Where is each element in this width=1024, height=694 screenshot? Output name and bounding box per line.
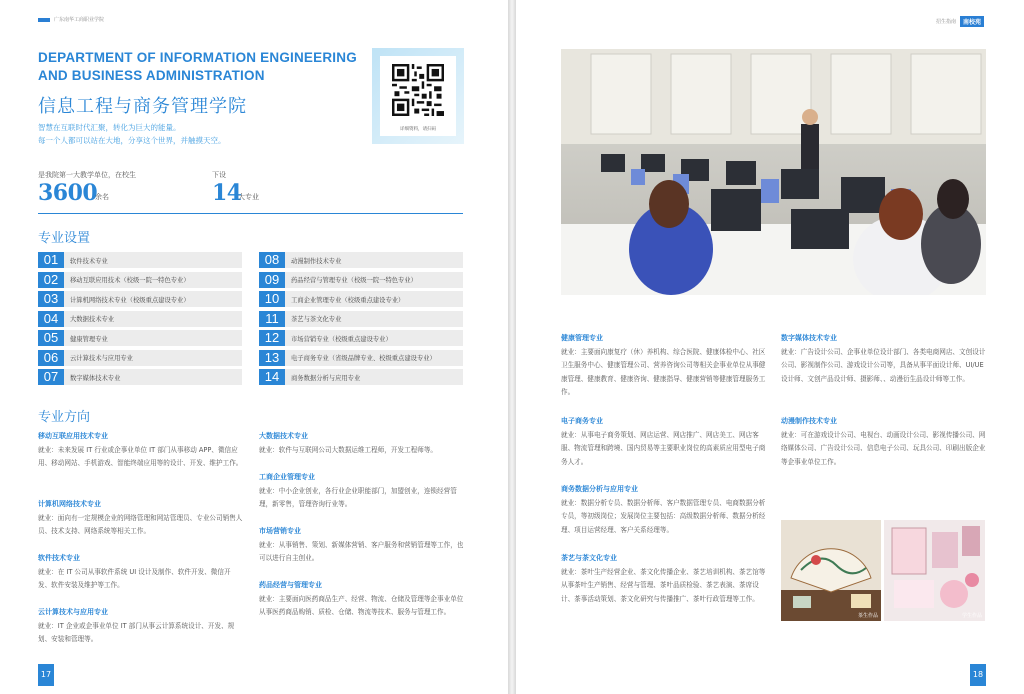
direction-block bbox=[259, 526, 464, 566]
major-number: 08 bbox=[259, 252, 285, 268]
slogan-line: 每一个人都可以站在大地，分享这个世界，并触摸天空。 bbox=[38, 136, 226, 145]
direction-desc: 就业：广告设计公司、企事业单位设计部门、各类电商网店、文创设计公司、影视制作公司、游戏设计公司等，具备从事平面设计师、UI/UE 设计师、文创产品设计师、摄影师、、动漫衍生品设计师等工作。 bbox=[781, 348, 986, 383]
direction-title: 茶艺与茶文化专业 bbox=[561, 554, 617, 562]
direction-block bbox=[561, 484, 766, 537]
major-item bbox=[259, 272, 463, 288]
tea-art-photo bbox=[781, 520, 881, 621]
school-logo: 南校苑 bbox=[960, 16, 984, 27]
major-name: 移动互联应用技术（校级一院一特色专业） bbox=[70, 277, 190, 284]
direction-desc: 就业：茶叶生产经营企业、茶文化传播企业、茶艺培训机构、茶艺馆等从事茶叶生产销售、经营与管理、茶叶品质检验、茶艺表演、茶席设计、茶事活动策划、茶文化研究与传播推广、茶叶行政管理等工作。 bbox=[561, 568, 766, 603]
direction-block bbox=[259, 580, 464, 620]
direction-title: 电子商务专业 bbox=[561, 417, 603, 425]
major-number: 14 bbox=[259, 369, 285, 385]
major-name: 软件技术专业 bbox=[70, 257, 108, 265]
direction-block bbox=[259, 431, 464, 457]
major-name: 工商企业管理专业（校级重点建设专业） bbox=[291, 296, 405, 304]
direction-title: 市场营销专业 bbox=[259, 527, 301, 535]
title-english: DEPARTMENT OF INFORMATION ENGINEERING AND BUSINESS ADMINISTRATION bbox=[38, 50, 357, 83]
stat-label: 是我院第一大教学单位，在校生 bbox=[38, 171, 136, 179]
student-work-photo bbox=[884, 520, 985, 621]
direction-title: 软件技术专业 bbox=[38, 554, 80, 562]
stat-number: 14 bbox=[212, 180, 242, 206]
qr-code-icon[interactable] bbox=[392, 64, 444, 116]
major-number: 12 bbox=[259, 330, 285, 346]
major-number: 09 bbox=[259, 272, 285, 288]
major-name: 药品经营与管理专业（校级一院一特色专业） bbox=[291, 277, 417, 284]
school-name: 广东南华工商职业学院 bbox=[54, 17, 105, 23]
major-name: 市场营销专业（校级重点建设专业） bbox=[291, 335, 392, 343]
direction-title: 数字媒体技术专业 bbox=[781, 334, 837, 342]
direction-desc: 就业：可在游戏设计公司、电视台、动画设计公司、影视传播公司、网络媒体公司、广告设计公司、信息电子公司、玩具公司、印刷出版企业等企事业单位工作。 bbox=[781, 431, 986, 466]
major-number: 10 bbox=[259, 291, 285, 307]
major-item bbox=[38, 311, 242, 327]
left-page bbox=[0, 0, 508, 694]
major-number: 03 bbox=[38, 291, 64, 307]
stat-unit: 大专业 bbox=[238, 193, 259, 201]
direction-desc: 就业：中小企业创业，各行业企业职能部门，加盟创业，连锁经营管理，新零售，管理咨询行业等。 bbox=[259, 487, 457, 509]
major-number: 13 bbox=[259, 350, 285, 366]
direction-title: 健康管理专业 bbox=[561, 334, 603, 342]
major-number: 01 bbox=[38, 252, 64, 268]
divider bbox=[38, 213, 463, 214]
major-name: 大数据技术专业 bbox=[70, 316, 115, 323]
direction-desc: 就业：数据分析专员、数据分析师、客户数据管理专员、电商数据分析专员，等初级岗位；发展岗位主要包括：高级数据分析师、数据分析经理、项目运营经理、客户关系经理等。 bbox=[561, 499, 766, 534]
direction-title: 动漫制作技术专业 bbox=[781, 417, 837, 425]
major-name: 动漫制作技术专业 bbox=[291, 257, 342, 265]
major-number: 02 bbox=[38, 272, 64, 288]
major-item bbox=[259, 350, 463, 366]
page-number: 18 bbox=[970, 664, 986, 686]
title-chinese: 信息工程与商务管理学院 bbox=[38, 96, 247, 117]
direction-block bbox=[781, 416, 986, 469]
major-name: 健康管理专业 bbox=[70, 335, 108, 343]
major-number: 07 bbox=[38, 369, 64, 385]
direction-block bbox=[259, 472, 464, 512]
direction-title: 云计算技术与应用专业 bbox=[38, 608, 108, 616]
major-name: 计算机网络技术专业（校级重点建设专业） bbox=[70, 296, 190, 304]
major-item bbox=[259, 252, 463, 268]
direction-block bbox=[561, 553, 766, 606]
direction-title: 商务数据分析与应用专业 bbox=[561, 485, 638, 493]
direction-desc: 就业：从事销售、策划、新媒体营销、客户服务和营销管理等工作，也可以进行自主创业。 bbox=[259, 541, 464, 563]
major-number: 05 bbox=[38, 330, 64, 346]
direction-title: 移动互联应用技术专业 bbox=[38, 432, 108, 440]
left-header bbox=[38, 16, 104, 23]
page-gutter bbox=[508, 0, 516, 694]
major-name: 云计算技术与应用专业 bbox=[70, 355, 133, 362]
slogan bbox=[38, 121, 226, 147]
major-item bbox=[259, 330, 463, 346]
direction-desc: 就业：主要面向康复疗（休）养机构、综合医院、健康体检中心、社区卫生服务中心、健康管理公司、营养咨询公司等相关企事业单位从事健康管理、健康教育、健康咨询、健康指导、健康营销等健康管理服务工作。 bbox=[561, 348, 766, 396]
classroom-photo bbox=[561, 49, 986, 295]
direction-title: 大数据技术专业 bbox=[259, 432, 308, 440]
direction-title: 计算机网络技术专业 bbox=[38, 500, 101, 508]
direction-block bbox=[781, 333, 986, 386]
major-item bbox=[38, 330, 242, 346]
photo-caption: 学生作品 bbox=[961, 613, 982, 619]
direction-block bbox=[561, 333, 766, 399]
direction-desc: 就业：在 IT 公司从事软件系统 UI 设计及制作、软件开发、微信开发、软件安装及维护等工作。 bbox=[38, 568, 231, 590]
right-header bbox=[936, 16, 984, 27]
major-number: 04 bbox=[38, 311, 64, 327]
major-number: 11 bbox=[259, 311, 285, 327]
direction-title: 工商企业管理专业 bbox=[259, 473, 315, 481]
qr-code-card bbox=[380, 56, 456, 136]
direction-desc: 就业：未来发展 IT 行业或企事业单位 IT 部门从事移动 APP、微信应用、移动网站、手机游戏、智能终端应用等的设计、开发、维护工作。 bbox=[38, 446, 243, 468]
directions-heading: 专业方向 bbox=[38, 410, 91, 425]
direction-desc: 就业：主要面向医药商品生产、经营、物流、仓储及管理等企事业单位从事医药商品购销、质检、仓储、物流等技术、服务与管理工作。 bbox=[259, 595, 464, 617]
majors-heading: 专业设置 bbox=[38, 231, 91, 246]
header-bar-icon bbox=[38, 18, 50, 22]
direction-block bbox=[561, 416, 766, 469]
major-item bbox=[259, 291, 463, 307]
major-item bbox=[259, 311, 463, 327]
major-item bbox=[38, 291, 242, 307]
direction-block bbox=[38, 553, 243, 593]
stat-unit: 余名 bbox=[95, 193, 109, 201]
direction-desc: 就业：IT 企业或企事业单位 IT 部门从事云计算系统设计、开发、规划、安装和管理等。 bbox=[38, 622, 235, 644]
photo-caption: 茶生作品 bbox=[857, 613, 878, 619]
qr-code-frame bbox=[372, 48, 464, 144]
direction-desc: 就业：面向有一定规模企业的网络管理和网站管理员、专业公司销售人员、技术支持、网络系统等相关工作。 bbox=[38, 514, 243, 536]
right-page bbox=[516, 0, 1024, 694]
major-item bbox=[38, 350, 242, 366]
slogan-line: 智慧在互联时代汇聚，转化为巨大的能量。 bbox=[38, 123, 181, 132]
direction-block bbox=[38, 499, 243, 539]
major-name: 商务数据分析与应用专业 bbox=[291, 374, 361, 382]
major-number: 06 bbox=[38, 350, 64, 366]
major-item bbox=[38, 369, 242, 385]
stat-label: 下设 bbox=[212, 171, 226, 179]
direction-title: 药品经营与管理专业 bbox=[259, 581, 322, 589]
major-item bbox=[38, 272, 242, 288]
major-name: 电子商务专业（省级品牌专业、校级重点建设专业） bbox=[291, 355, 436, 362]
direction-desc: 就业：从事电子商务策划、网店运营、网店推广、网店美工、网店客服、物流管理和跨境、国内贸易等主要职业岗位的高素质应用型电子商务人才。 bbox=[561, 431, 766, 466]
page-number: 17 bbox=[38, 664, 54, 686]
direction-block bbox=[38, 607, 243, 647]
direction-block bbox=[38, 431, 243, 471]
major-name: 茶艺与茶文化专业 bbox=[291, 316, 342, 323]
major-name: 数字媒体技术专业 bbox=[70, 374, 121, 382]
direction-desc: 就业：软件与互联网公司大数据运维工程师，开发工程师等。 bbox=[259, 446, 438, 454]
major-item bbox=[38, 252, 242, 268]
stat-number: 3600 bbox=[38, 180, 98, 206]
qr-caption: 详细资料，请扫码 bbox=[400, 127, 436, 132]
header-label: 招生指南 bbox=[935, 19, 956, 25]
major-item bbox=[259, 369, 463, 385]
